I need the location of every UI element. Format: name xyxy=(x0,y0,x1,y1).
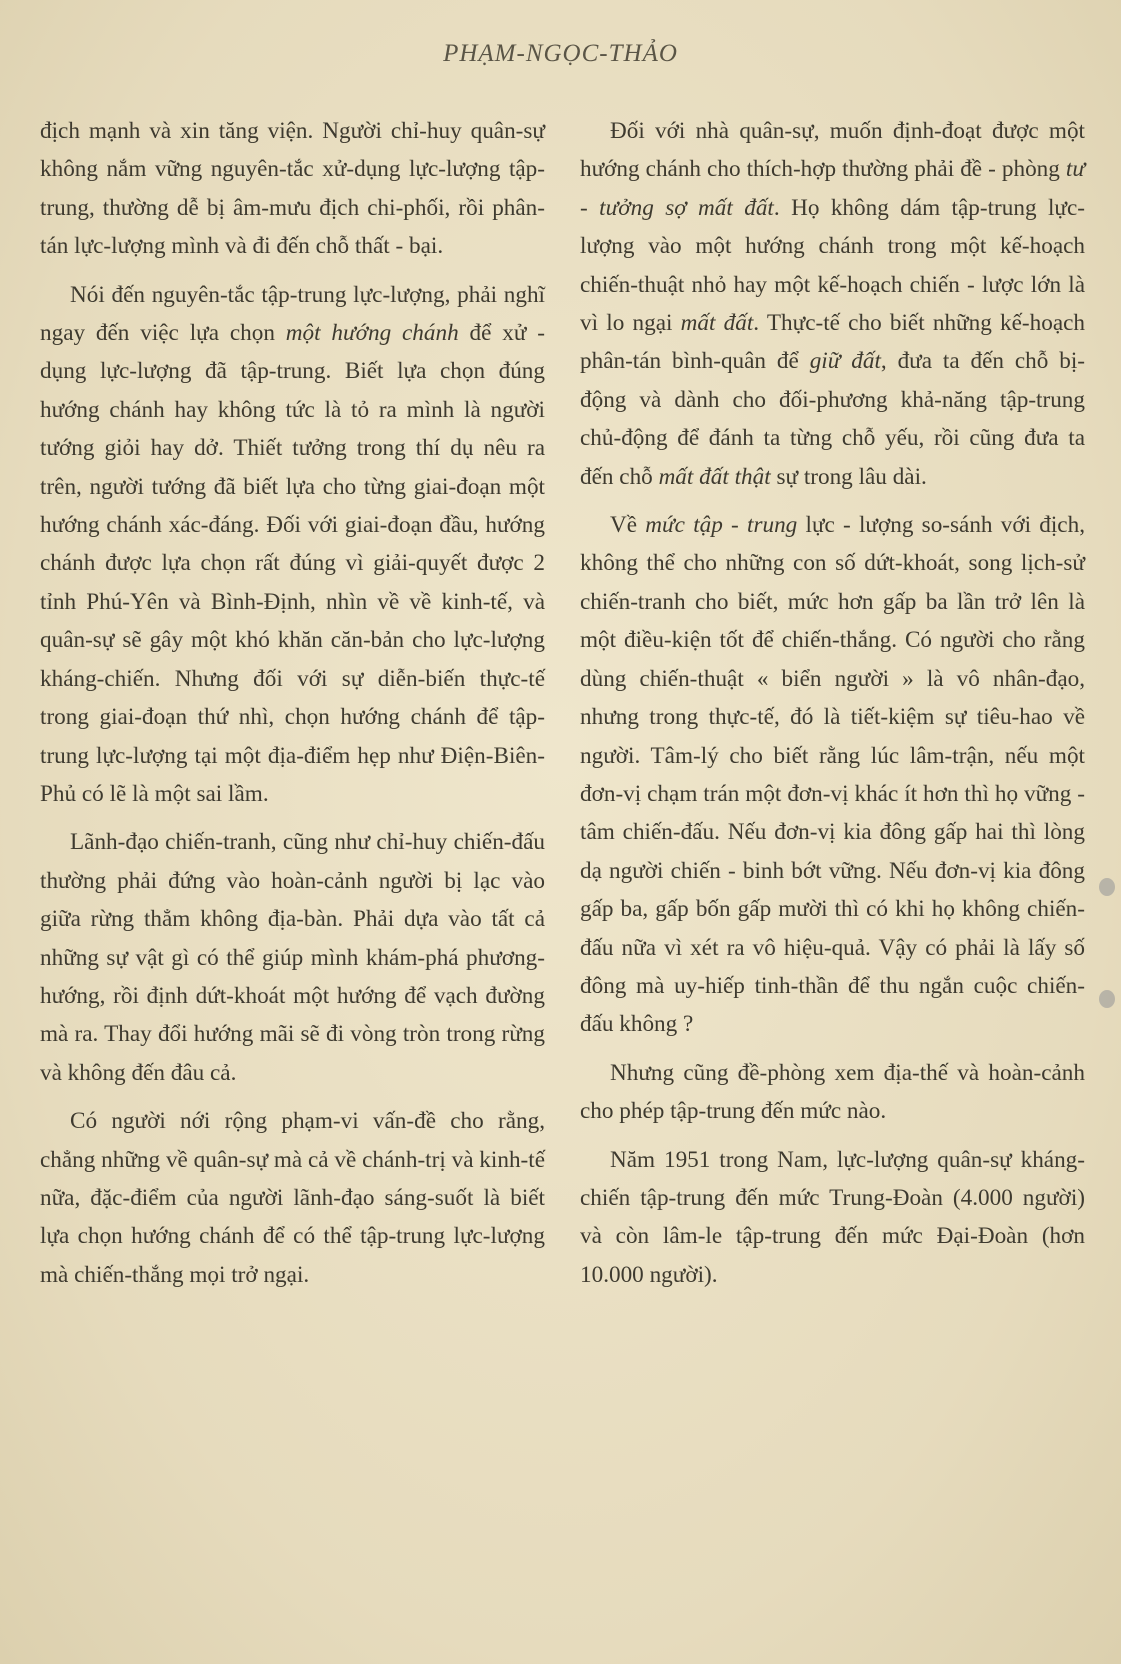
right-p1-text-b: . Họ không dám tập-trung lực-lượng vào một hướng chánh trong một kế-hoạch chiến-thuật nhỏ hay một kế-hoạch chiến - lược lớn là vì lo ngại xyxy=(580,194,1085,337)
left-paragraph-1: địch mạnh và xin tăng viện. Người chỉ-huy quân-sự không nắm vững nguyên-tắc xử-dụng lực-lượng tập-trung, thường dễ bị âm-mưu địch chi-phối, rồi phân-tán lực-lượng mình và đi đến chỗ thất - bại. xyxy=(40,118,545,260)
left-column xyxy=(40,112,545,1294)
right-p2-emphasis: mức tập - trung xyxy=(645,512,798,539)
left-paragraph-4: Có người nới rộng phạm-vi vấn-đề cho rằng, chẳng những về quân-sự mà cả về chánh-trị và kinh-tế nữa, đặc-điểm của người lãnh-đạo sáng-suốt là biết lựa chọn hướng chánh để có thể tập-trung lực-lượng mà chiến-thắng mọi trở ngại. xyxy=(40,1108,545,1288)
right-p2-text-a: Về xyxy=(610,512,646,539)
left-p2-text-a: Nói đến nguyên-tắc tập-trung lực-lượng, phải nghĩ ngay đến việc lựa chọn xyxy=(40,281,545,347)
right-column xyxy=(580,112,1085,1294)
right-p2-text-b: lực - lượng so-sánh với địch, không thể cho những con số dứt-khoát, song lịch-sử chiến-tranh cho biết, mức hơn gấp ba lần trở lên là một điều-kiện tốt để chiến-thắng. Có người cho rằng dùng chiến-thuật « biển người » là vô nhân-đạo, nhưng trong thực-tế, đó là tiết-kiệm sự tiêu-hao về người. Tâm-lý cho biết rằng lúc lâm-trận, nếu một đơn-vị chạm trán một đơn-vị khác ít hơn thì họ vững - tâm chiến-đấu. Nếu đơn-vị kia đông gấp hai thì lòng dạ người chiến - binh bớt vững. Nếu đơn-vị kia đông gấp ba, gấp bốn gấp mười thì có khi họ không chiến-đấu nữa vì xét ra vô hiệu-quả. Vậy có phải là lấy số đông mà uy-hiếp tinh-thần để thu ngắn cuộc chiến-đấu không ? xyxy=(580,512,1085,1038)
scan-edge-mark xyxy=(1099,878,1115,896)
left-p2-emphasis: một hướng chánh xyxy=(285,320,459,347)
right-p1-emphasis-3: giữ đất xyxy=(809,348,881,375)
right-p1-text-d: , đưa ta đến chỗ bị-động và dành cho đối-phương khả-năng tập-trung chủ-động để đánh ta từng chỗ yếu, rồi cũng đưa ta đến chỗ xyxy=(580,348,1086,490)
left-p2-text-b: để xử - dụng lực-lượng đã tập-trung. Biết lựa chọn đúng hướng chánh hay không tức là tỏ ra mình là người tướng giỏi hay dở. Thiết tưởng trong thí dụ nêu ra trên, người tướng đã biết lựa cho từng giai-đoạn một hướng chánh xác-đáng. Đối với giai-đoạn đầu, hướng chánh được lựa chọn rất đúng vì giải-quyết được 2 tỉnh Phú-Yên và Bình-Định, nhìn về về kinh-tế, và quân-sự sẽ gây một khó khăn căn-bản cho lực-lượng kháng-chiến. Nhưng đối với sự diễn-biến thực-tế trong giai-đoạn thứ nhì, chọn hướng chánh để tập-trung lực-lượng tại một địa-điểm hẹp như Điện-Biên-Phủ có lẽ là một sai lầm. xyxy=(40,320,545,807)
right-paragraph-2 xyxy=(580,506,1085,1044)
right-paragraph-3: Nhưng cũng đề-phòng xem địa-thế và hoàn-cảnh cho phép tập-trung đến mức nào. xyxy=(580,1059,1085,1125)
right-p1-text-a: Đối với nhà quân-sự, muốn định-đoạt được một hướng chánh cho thích-hợp thường phải đề - phòng xyxy=(580,118,1085,183)
right-p1-emphasis-4: mất đất thật xyxy=(658,463,771,490)
right-p1-text-e: sự trong lâu dài. xyxy=(770,463,927,490)
left-paragraph-3: Lãnh-đạo chiến-tranh, cũng như chỉ-huy chiến-đấu thường phải đứng vào hoàn-cảnh người bị lạc vào giữa rừng thẳm không địa-bàn. Phải dựa vào tất cả những sự vật gì có thể giúp mình khám-phá phương-hướng, rồi định dứt-khoát một hướng để vạch đường mà ra. Thay đổi hướng mãi sẽ đi vòng tròn trong rừng và không đến đâu cả. xyxy=(40,829,545,1086)
right-p1-emphasis-1: tư - tưởng sợ mất đất xyxy=(580,156,1085,221)
scan-edge-mark xyxy=(1099,990,1115,1008)
right-paragraph-4: Năm 1951 trong Nam, lực-lượng quân-sự kháng-chiến tập-trung đến mức Trung-Đoàn (4.000 người) và còn lâm-le tập-trung đến mức Đại-Đoàn (hơn 10.000 người). xyxy=(580,1146,1085,1288)
running-header: PHẠM-NGỌC-THẢO xyxy=(443,40,678,67)
left-paragraph-2 xyxy=(40,276,545,814)
right-p1-text-c: . Thực-tế cho biết những kế-hoạch phân-tán bình-quân để xyxy=(580,310,1085,375)
right-paragraph-1 xyxy=(580,112,1085,496)
right-p1-emphasis-2: mất đất xyxy=(680,310,754,337)
